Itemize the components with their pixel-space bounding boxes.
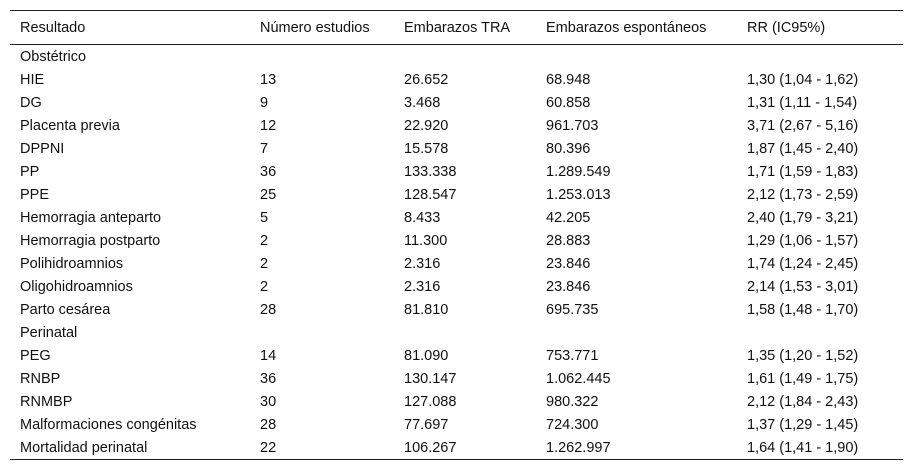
rr-ic95-cell: 1,35 (1,20 - 1,52) <box>747 347 859 364</box>
rr-ic95-cell: 1,61 (1,49 - 1,75) <box>747 370 859 387</box>
table-row <box>10 298 903 321</box>
rr-ic95-cell: 1,37 (1,29 - 1,45) <box>747 416 859 433</box>
embarazos-tra-cell: 81.090 <box>404 347 449 364</box>
table-row <box>10 413 903 436</box>
section-title: Obstétrico <box>20 48 87 65</box>
rr-ic95-cell: 1,58 (1,48 - 1,70) <box>747 301 859 318</box>
embarazos-tra-cell: 8.433 <box>404 209 441 226</box>
numero-estudios-cell: 2 <box>260 232 269 249</box>
table-row <box>10 91 903 114</box>
embarazos-espontaneos-cell: 961.703 <box>546 117 599 134</box>
embarazos-tra-cell: 81.810 <box>404 301 449 318</box>
numero-estudios-cell: 36 <box>260 163 277 180</box>
embarazos-espontaneos-cell: 980.322 <box>546 393 599 410</box>
embarazos-tra-cell: 127.088 <box>404 393 457 410</box>
resultado-cell: RNMBP <box>20 393 73 410</box>
embarazos-tra-cell: 128.547 <box>404 186 457 203</box>
table-row <box>10 68 903 91</box>
numero-estudios-cell: 22 <box>260 439 277 456</box>
embarazos-espontaneos-cell: 68.948 <box>546 71 591 88</box>
resultado-cell: HIE <box>20 71 45 88</box>
embarazos-espontaneos-cell: 42.205 <box>546 209 591 226</box>
header-embarazos-tra: Embarazos TRA <box>404 19 511 36</box>
embarazos-espontaneos-cell: 695.735 <box>546 301 599 318</box>
numero-estudios-cell: 28 <box>260 416 277 433</box>
embarazos-tra-cell: 11.300 <box>404 232 448 249</box>
resultado-cell: PPE <box>20 186 50 203</box>
rr-ic95-cell: 2,14 (1,53 - 3,01) <box>747 278 859 295</box>
embarazos-tra-cell: 22.920 <box>404 117 449 134</box>
rr-ic95-cell: 1,31 (1,11 - 1,54) <box>747 94 858 111</box>
embarazos-tra-cell: 106.267 <box>404 439 457 456</box>
resultado-cell: RNBP <box>20 370 61 387</box>
numero-estudios-cell: 7 <box>260 140 269 157</box>
table-row <box>10 275 903 298</box>
embarazos-tra-cell: 133.338 <box>404 163 457 180</box>
resultado-cell: DG <box>20 94 42 111</box>
numero-estudios-cell: 5 <box>260 209 269 226</box>
numero-estudios-cell: 12 <box>260 117 277 134</box>
rr-ic95-cell: 1,30 (1,04 - 1,62) <box>747 71 859 88</box>
resultado-cell: Parto cesárea <box>20 301 111 318</box>
embarazos-espontaneos-cell: 28.883 <box>546 232 591 249</box>
table-row <box>10 390 903 413</box>
numero-estudios-cell: 25 <box>260 186 277 203</box>
resultado-cell: Hemorragia postparto <box>20 232 161 249</box>
results-table <box>10 10 903 460</box>
table-row <box>10 160 903 183</box>
table-header <box>10 11 903 45</box>
resultado-cell: Polihidroamnios <box>20 255 124 272</box>
section-row <box>10 45 903 69</box>
table-row <box>10 436 903 460</box>
table-row <box>10 229 903 252</box>
rr-ic95-cell: 2,40 (1,79 - 3,21) <box>747 209 859 226</box>
embarazos-espontaneos-cell: 1.253.013 <box>546 186 611 203</box>
embarazos-espontaneos-cell: 753.771 <box>546 347 599 364</box>
table-row <box>10 367 903 390</box>
numero-estudios-cell: 36 <box>260 370 277 387</box>
numero-estudios-cell: 13 <box>260 71 277 88</box>
numero-estudios-cell: 9 <box>260 94 269 111</box>
resultado-cell: Oligohidroamnios <box>20 278 133 295</box>
table-body <box>10 45 903 460</box>
embarazos-espontaneos-cell: 724.300 <box>546 416 599 433</box>
header-rr-ic95: RR (IC95%) <box>747 19 826 36</box>
embarazos-espontaneos-cell: 80.396 <box>546 140 591 157</box>
rr-ic95-cell: 1,64 (1,41 - 1,90) <box>747 439 859 456</box>
rr-ic95-cell: 1,87 (1,45 - 2,40) <box>747 140 859 157</box>
resultado-cell: DPPNI <box>20 140 65 157</box>
numero-estudios-cell: 30 <box>260 393 277 410</box>
embarazos-tra-cell: 15.578 <box>404 140 449 157</box>
resultado-cell: Placenta previa <box>20 117 120 134</box>
rr-ic95-cell: 2,12 (1,73 - 2,59) <box>747 186 859 203</box>
rr-ic95-cell: 1,74 (1,24 - 2,45) <box>747 255 859 272</box>
table-row <box>10 114 903 137</box>
section-row <box>10 321 903 344</box>
section-title: Perinatal <box>20 324 78 341</box>
rr-ic95-cell: 2,12 (1,84 - 2,43) <box>747 393 859 410</box>
header-resultado: Resultado <box>20 19 86 36</box>
numero-estudios-cell: 2 <box>260 278 269 295</box>
resultado-cell: Hemorragia anteparto <box>20 209 162 226</box>
embarazos-tra-cell: 2.316 <box>404 278 441 295</box>
table-row <box>10 252 903 275</box>
table-row <box>10 183 903 206</box>
numero-estudios-cell: 2 <box>260 255 269 272</box>
numero-estudios-cell: 14 <box>260 347 277 364</box>
resultado-cell: PP <box>20 163 40 180</box>
embarazos-espontaneos-cell: 1.262.997 <box>546 439 611 456</box>
header-row <box>10 11 903 45</box>
header-numero-estudios: Número estudios <box>260 19 370 36</box>
table-row <box>10 137 903 160</box>
resultado-cell: Malformaciones congénitas <box>20 416 197 433</box>
embarazos-tra-cell: 26.652 <box>404 71 449 88</box>
embarazos-tra-cell: 130.147 <box>404 370 457 387</box>
embarazos-espontaneos-cell: 1.062.445 <box>546 370 611 387</box>
resultado-cell: PEG <box>20 347 51 364</box>
embarazos-tra-cell: 77.697 <box>404 416 449 433</box>
embarazos-espontaneos-cell: 1.289.549 <box>546 163 611 180</box>
results-table-container <box>10 10 903 460</box>
embarazos-tra-cell: 2.316 <box>404 255 441 272</box>
resultado-cell: Mortalidad perinatal <box>20 439 148 456</box>
embarazos-espontaneos-cell: 60.858 <box>546 94 591 111</box>
rr-ic95-cell: 1,29 (1,06 - 1,57) <box>747 232 859 249</box>
numero-estudios-cell: 28 <box>260 301 277 318</box>
table-row <box>10 344 903 367</box>
rr-ic95-cell: 3,71 (2,67 - 5,16) <box>747 117 859 134</box>
table-row <box>10 206 903 229</box>
embarazos-espontaneos-cell: 23.846 <box>546 278 591 295</box>
embarazos-espontaneos-cell: 23.846 <box>546 255 591 272</box>
rr-ic95-cell: 1,71 (1,59 - 1,83) <box>747 163 859 180</box>
header-embarazos-espontaneos: Embarazos espontáneos <box>546 19 707 36</box>
embarazos-tra-cell: 3.468 <box>404 94 441 111</box>
